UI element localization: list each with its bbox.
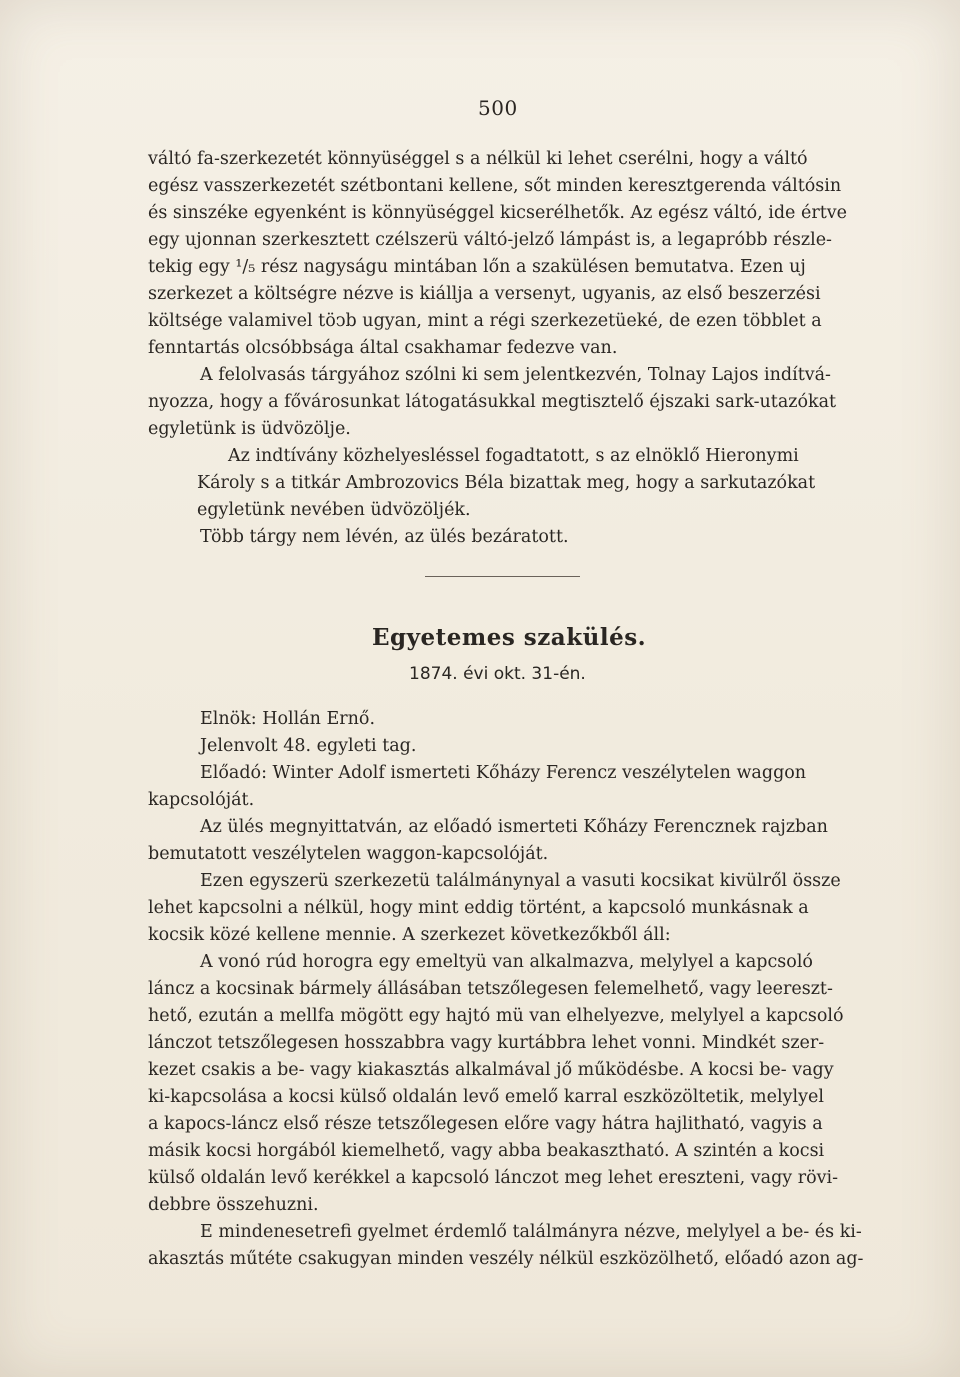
text-line: E mindenesetrefi gyelmet érdemlő találmányra nézve, melylyel a be- és ki- (200, 1222, 862, 1242)
text-line: egész vasszerkezetét szétbontani kellene, sőt minden keresztgerenda váltósin (148, 176, 842, 196)
text-line: ki-kapcsolása a kocsi külső oldalán levő emelő karral eszközöltetik, melylyel (148, 1087, 824, 1107)
text-line: hető, ezután a mellfa mögött egy hajtó mü van elhelyezve, melylyel a kapcsoló (148, 1006, 844, 1026)
text-line: nyozza, hogy a fővárosunkat látogatásukkal megtisztelő éjszaki sark-utazókat (148, 392, 837, 412)
text-line: debbre összehuzni. (148, 1195, 319, 1215)
text-line: akasztás műtéte csakugyan minden veszély nélkül eszközölhető, előadó azon ag- (148, 1249, 864, 1269)
attendance-line: Jelenvolt 48. egyleti tag. (200, 736, 417, 756)
text-line: másik kocsi horgából kiemelhető, vagy abba beakasztható. A szintén a kocsi (148, 1141, 825, 1161)
text-line: Több tárgy nem lévén, az ülés bezáratott. (200, 527, 569, 547)
text-line: A vonó rúd horogra egy emeltyü van alkalmazva, melylyel a kapcsoló (200, 952, 813, 972)
page-number: 500 (478, 96, 518, 120)
section-date: 1874. évi okt. 31-én. (409, 664, 586, 684)
text-line: kezet csakis a be- vagy kiakasztás alkalmával jő működésbe. A kocsi be- vagy (148, 1060, 834, 1080)
text-line: kocsik közé kellene mennie. A szerkezet következőkből áll: (148, 925, 671, 945)
text-line: láncz a kocsinak bármely állásában tetszőlegesen felemelhető, vagy leereszt- (148, 979, 833, 999)
text-line: Ezen egyszerü szerkezetü találmánynyal a vasuti kocsikat kivülről össze (200, 871, 841, 891)
text-line: Az ülés megnyittatván, az előadó ismerteti Kőházy Ferencznek rajzban (200, 817, 828, 837)
text-line: tekig egy ¹/₅ rész nagyságu mintában lőn a szakülésen bemutatva. Ezen uj (148, 257, 806, 277)
text-line: fenntartás olcsóbbsága által csakhamar fedezve van. (148, 338, 618, 358)
text-line: egyletünk is üdvözölje. (148, 419, 351, 439)
separator-rule (425, 576, 580, 577)
text-line: kapcsolóját. (148, 790, 255, 810)
text-line: A felolvasás tárgyához szólni ki sem jelentkezvén, Tolnay Lajos indítvá- (200, 365, 831, 385)
text-line: és sinszéke egyenként is könnyüséggel kicserélhetők. Az egész váltó, ide értve (148, 203, 847, 223)
text-line: egy ujonnan szerkesztett czélszerü váltó-jelző lámpást is, a legapróbb részle- (148, 230, 832, 250)
text-line: szerkezet a költségre nézve is kiállja a versenyt, ugyanis, az első beszerzési (148, 284, 821, 304)
text-line: a kapocs-láncz első része tetszőlegesen előre vagy hátra hajlitható, vagyis a (148, 1114, 823, 1134)
text-line: lehet kapcsolni a nélkül, hogy mint eddig történt, a kapcsoló munkásnak a (148, 898, 809, 918)
text-line: váltó fa-szerkezetét könnyüséggel s a nélkül ki lehet cserélni, hogy a váltó (148, 149, 808, 169)
text-line: Előadó: Winter Adolf ismerteti Kőházy Ferencz veszélytelen waggon (200, 763, 807, 783)
text-line: bemutatott veszélytelen waggon-kapcsolóját. (148, 844, 549, 864)
chair-line: Elnök: Hollán Ernő. (200, 709, 376, 729)
text-line: Az indtívány közhelyesléssel fogadtatott, s az elnöklő Hieronymi (228, 446, 799, 466)
text-line: Károly s a titkár Ambrozovics Béla bizattak meg, hogy a sarkutazókat (197, 473, 816, 493)
section-heading: Egyetemes szakülés. (372, 624, 647, 651)
text-line: költsége valamivel töↄb ugyan, mint a régi szerkezetüeké, de ezen többlet a (148, 311, 822, 331)
text-line: külső oldalán levő kerékkel a kapcsoló lánczot meg lehet ereszteni, vagy rövi- (148, 1168, 839, 1188)
text-line: egyletünk nevében üdvözöljék. (197, 500, 471, 520)
text-line: lánczot tetszőlegesen hosszabbra vagy kurtábbra lehet vonni. Mindkét szer- (148, 1033, 825, 1053)
